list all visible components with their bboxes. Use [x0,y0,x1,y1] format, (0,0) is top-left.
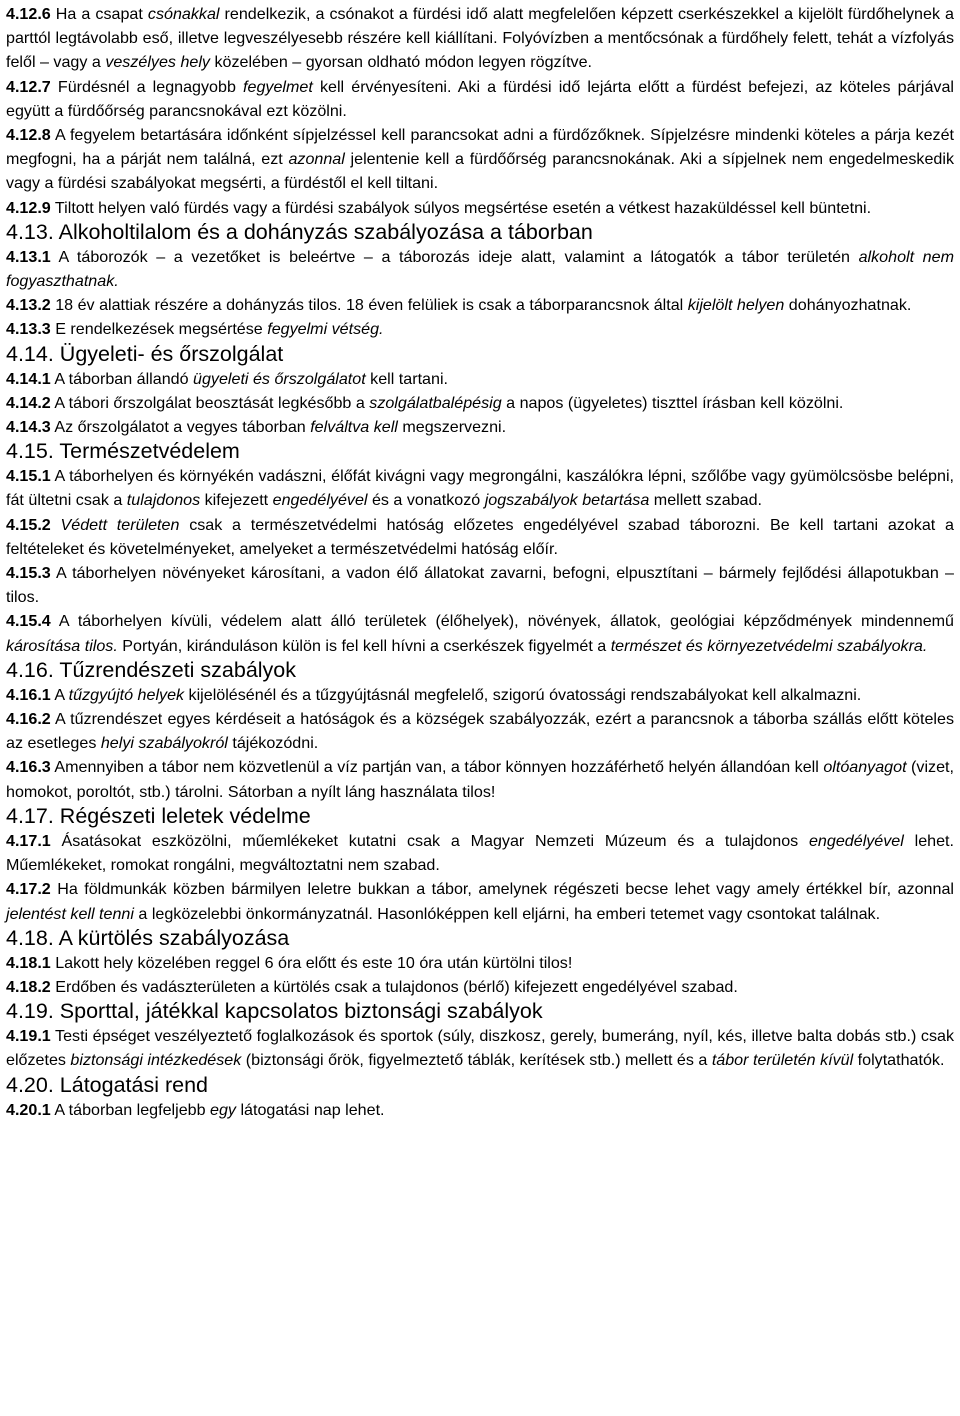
rule-text: tájékozódni. [227,734,319,753]
rule-paragraph [6,317,954,341]
rule-paragraph [6,707,954,755]
section-heading: 4.17. Régészeti leletek védelme [6,803,311,828]
section-heading: 4.18. A kürtölés szabályozása [6,925,290,950]
emphasized-text: fegyelmet [243,77,313,96]
rule-paragraph [6,829,954,877]
rule-paragraph [6,123,954,196]
emphasized-text: helyi szabályokról [100,734,228,753]
rule-number: 4.15.4 [6,612,51,631]
emphasized-text: tulajdonos [126,491,201,510]
rule-paragraph [6,1098,954,1122]
rule-paragraph [6,951,954,975]
rule-number: 4.16.1 [6,685,51,704]
rule-text: Testi épséget veszélyeztető foglalkozások és sportok (súly, diszkosz, gerely, bumeráng, nyíl, kés, illetve balta dobás stb.) csak előzetes [6,1027,954,1070]
rule-text: A tűzrendészet egyes kérdéseit a hatóságok és a községek szabályozzák, ezért a parancsnok a táborba szállás előtt köteles az esetleges [6,710,954,753]
rule-text: A táborban állandó [50,369,194,388]
rule-number: 4.13.1 [6,247,51,266]
rule-paragraph [6,513,954,561]
rule-number: 4.12.9 [6,198,51,217]
rule-text: A [50,685,69,704]
section-heading: 4.16. Tűzrendészeti szabályok [6,657,297,682]
rule-text: Amennyiben a tábor nem közvetlenül a víz partján van, a tábor könnyen hozzáférhető helyén állandóan kell [50,758,824,777]
rule-text: kell érvényesíteni. Aki a fürdési idő lejárta előtt a fürdést befejezi, az köteles párjával együtt a fürdőőrség parancsnokával ezt közölni. [6,77,954,120]
rule-text: A táborhelyen kívüli, védelem alatt álló területek (élőhelyek), növények, állatok, geológiai képződmények mindennemű [50,612,954,631]
rule-paragraph [6,683,954,707]
rule-text: lehet. Műemlékeket, romokat rongálni, megváltoztatni nem szabad. [6,831,954,875]
emphasized-text: engedélyével [808,831,904,850]
rule-number: 4.12.6 [6,5,51,23]
emphasized-text: oltóanyagot [823,758,907,777]
rule-text: Ásatásokat eszközölni, műemlékeket kutatni csak a Magyar Nemzeti Múzeum és a tulajdonos [50,831,809,850]
rule-text: kijelölésénél és a tűzgyújtásnál megfelelő, szigorú óvatossági rendszabályokat kell alkalmazni. [184,685,862,704]
emphasized-text: kijelölt helyen [687,296,785,315]
section-heading: 4.13. Alkoholtilalom és a dohányzás szabályozása a táborban [6,219,593,244]
emphasized-text: jogszabályok betartása [484,491,650,510]
emphasized-text: felváltva kell [310,418,398,437]
emphasized-text: Védett területen [60,515,180,534]
rule-paragraph [6,755,954,803]
rule-text: (vizet, homokot, poroltót, stb.) tárolni. Sátorban a nyílt láng használata tilos! [6,758,954,801]
rule-number: 4.16.2 [6,710,51,729]
section-heading: 4.15. Természetvédelem [6,439,240,464]
rule-paragraph [6,464,954,512]
rule-paragraph [6,196,954,220]
rule-text: A fegyelem betartására időnként sípjelzéssel kell parancsokat adni a fürdőzőknek. Sípjelzésre mindenki köteles a párja kezét megfogni, ha a párját nem találná, ezt [6,126,954,169]
rule-text: mellett szabad. [649,491,763,510]
rule-number: 4.19.1 [6,1027,51,1046]
rule-text: Erdőben és vadászterületen a kürtölés csak a tulajdonos (bérlő) kifejezett engedélyével szabad. [50,977,738,996]
section-heading: 4.19. Sporttal, játékkal kapcsolatos biztonsági szabályok [6,999,543,1024]
rule-number: 4.15.1 [6,467,51,486]
emphasized-text: fegyelmi vétség. [267,320,384,339]
rule-paragraph [6,75,954,123]
rule-paragraph [6,293,954,317]
rule-number: 4.20.1 [6,1100,51,1119]
rule-text [51,516,61,534]
rule-text: dohányozhatnak. [784,296,912,315]
rule-text: látogatási nap lehet. [235,1100,385,1119]
rule-paragraph [6,391,954,415]
emphasized-text: alkoholt nem fogyaszthatnak. [6,247,954,291]
rule-text: Fürdésnél a legnagyobb [50,77,244,96]
rule-text: kell tartani. [365,369,448,388]
emphasized-text: tűzgyújtó helyek [68,685,185,704]
rule-paragraph [6,609,954,657]
rule-text: kifejezett [200,491,273,510]
emphasized-text: veszélyes hely [105,53,210,72]
emphasized-text: ügyeleti és őrszolgálatot [193,369,366,388]
rule-text: Portyán, kiránduláson külön is fel kell hívni a cserkészek figyelmét a [117,636,611,655]
rule-text: rendelkezik, a csónakot a fürdési idő alatt megfelelően képzett cserkészekkel a kijelölt fürdőhelynek a parttól legtávolabb eső, illetve legveszélyesebb részére kell kiállítani. Folyóvízben a mentőcsónak a fürdőhely felett, tehát a vízfolyás felől – vagy a [6,5,955,72]
rule-text: E rendelkezések megsértése [50,320,268,339]
rule-text: A tábori őrszolgálat beosztását legkésőbb a [50,393,370,412]
emphasized-text: egy [210,1100,236,1119]
rule-paragraph [6,415,954,439]
rule-number: 4.14.3 [6,418,51,437]
rule-number: 4.12.7 [6,77,51,96]
emphasized-text: károsítása tilos. [6,636,118,655]
rule-text: közelében – gyorsan oldható módon legyen rögzítve. [209,53,593,72]
rule-text: A táborban legfeljebb [50,1100,211,1119]
emphasized-text: azonnal [288,150,345,169]
rule-text: Lakott hely közelében reggel 6 óra előtt és este 10 óra után kürtölni tilos! [50,953,573,972]
emphasized-text: biztonsági intézkedések [70,1051,242,1070]
rule-text: A táborhelyen növényeket károsítani, a vadon élő állatokat zavarni, befogni, elpusztítani – bármely fejlődési állapotukban – tilos. [6,564,954,607]
emphasized-text: természet és környezetvédelmi szabályokra. [610,636,928,655]
rule-number: 4.17.1 [6,831,51,850]
rule-number: 4.13.2 [6,296,51,315]
rule-text: A táborhelyen és környékén vadászni, élőfát kivágni vagy megrongálni, kaszálókra lépni, szőlőbe vagy gyümölcsösbe belépni, fát ültetni csak a [6,467,954,510]
rule-paragraph [6,2,954,75]
rule-number: 4.15.3 [6,564,51,583]
rule-text: a napos (ügyeletes) tiszttel írásban kell közölni. [501,393,844,412]
rule-text: (biztonsági őrök, figyelmeztető táblák, kerítések stb.) mellett és a [241,1051,712,1070]
rule-text: Ha földmunkák közben bármilyen leletre bukkan a tábor, amelynek régészeti becse lehet vagy amely értékkel bír, azonnal [50,880,954,899]
rule-paragraph [6,561,954,609]
rule-text: A táborozók – a vezetőket is beleértve – a táborozás ideje alatt, valamint a látogatók a tábor területén [50,247,859,266]
rule-number: 4.14.1 [6,369,51,388]
section-heading: 4.20. Látogatási rend [6,1072,209,1097]
rule-number: 4.18.2 [6,977,51,996]
emphasized-text: engedélyével [272,491,368,510]
rule-text: Az őrszolgálatot a vegyes táborban [50,418,311,437]
rule-text: 18 év alattiak részére a dohányzás tilos. 18 éven felüliek is csak a táborparancsnok által [50,296,688,315]
section-heading: 4.14. Ügyeleti- és őrszolgálat [6,341,284,366]
rule-paragraph [6,877,954,925]
rule-paragraph [6,245,954,293]
emphasized-text: tábor területén kívül [711,1051,854,1070]
rule-text: folytathatók. [853,1051,945,1070]
rule-paragraph [6,1024,954,1072]
rule-text: jelentenie kell a fürdőőrség parancsnokának. Aki a sípjelnek nem engedelmeskedik vagy a fürdési szabályokat megsérti, a fürdéstől el kell tiltani. [6,150,954,193]
rule-text: a legközelebbi önkormányzatnál. Hasonlóképpen kell eljárni, ha emberi tetemet vagy csontokat találnak. [133,904,881,923]
rule-number: 4.14.2 [6,393,51,412]
rule-text: Tiltott helyen való fürdés vagy a fürdési szabályok súlyos megsértése esetén a vétkest hazaküldéssel kell büntetni. [50,198,872,217]
rule-text: és a vonatkozó [367,491,485,510]
rule-number: 4.12.8 [6,126,51,145]
emphasized-text: csónakkal [147,5,220,23]
rule-number: 4.16.3 [6,758,51,777]
rule-text: Ha a csapat [50,5,148,23]
rule-number: 4.17.2 [6,880,51,899]
rule-paragraph [6,367,954,391]
rule-text: csak a természetvédelmi hatóság előzetes engedélyével szabad táborozni. Be kell tartani azokat a feltételeket és követelményeket, amelyeket a természetvédelmi hatóság előír. [6,515,954,558]
emphasized-text: szolgálatbalépésig [369,393,502,412]
emphasized-text: jelentést kell tenni [6,904,134,923]
rule-number: 4.13.3 [6,320,51,339]
rule-text: megszervezni. [397,418,507,437]
rule-number: 4.18.1 [6,953,51,972]
rule-number: 4.15.2 [6,515,51,534]
rule-paragraph [6,975,954,999]
